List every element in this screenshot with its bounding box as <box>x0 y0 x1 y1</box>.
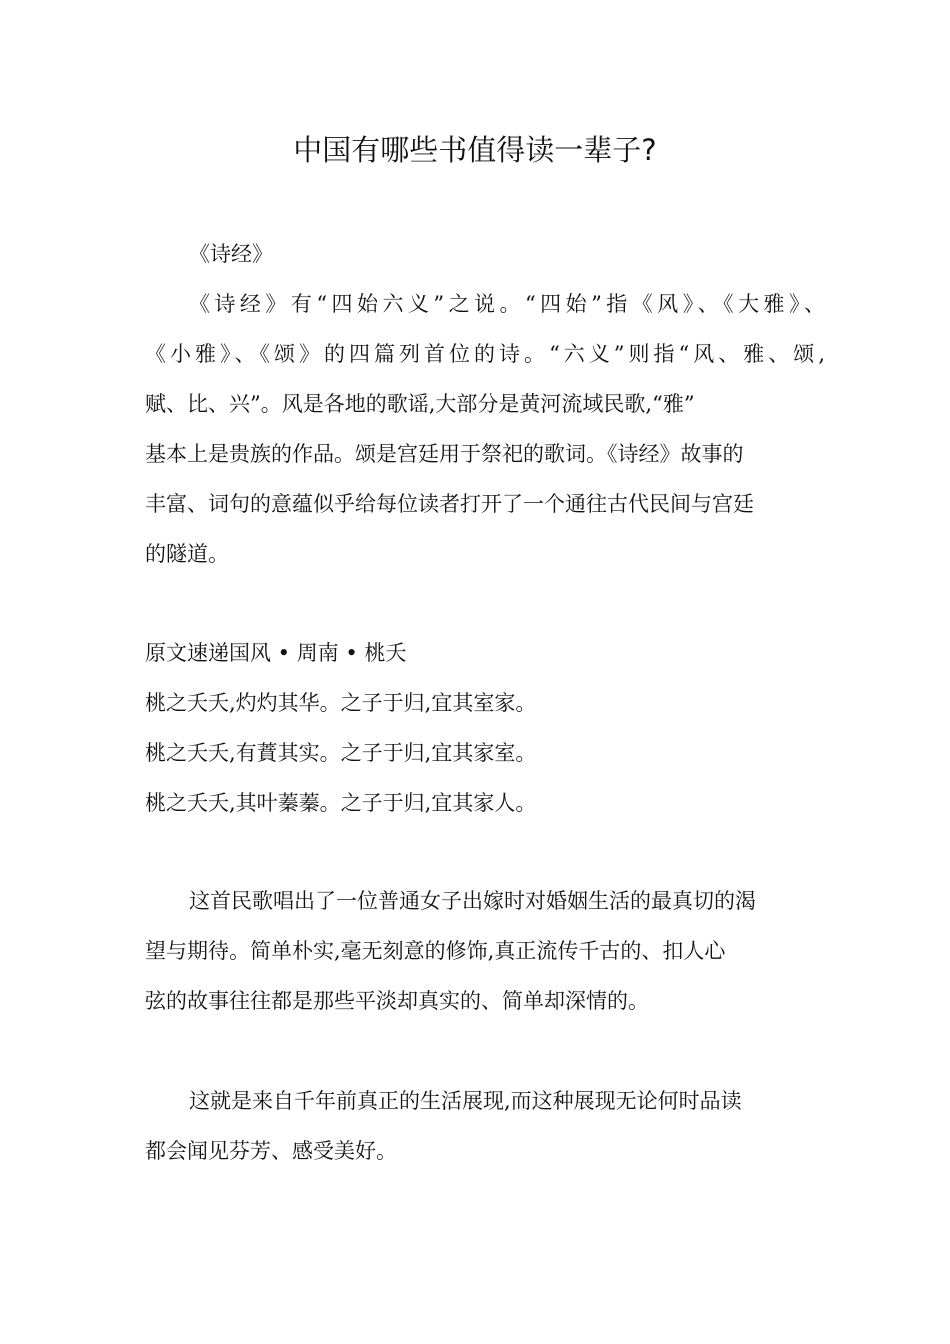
section-heading: 《诗经》 <box>189 242 273 266</box>
commentary-line: 弦的故事往往都是那些平淡却真实的、简单却深情的。 <box>145 989 649 1013</box>
commentary-line: 望与期待。简单朴实,毫无刻意的修饰,真正流传千古的、扣人心 <box>145 939 726 963</box>
intro-line: 《小雅》、《颂》的四篇列首位的诗。“六义”则指“风、雅、颂, <box>145 342 825 366</box>
closing-paragraph <box>145 1076 825 1176</box>
intro-line: 《诗经》有“四始六义”之说。“四始”指《风》、《大雅》、 <box>189 292 825 316</box>
closing-line: 这就是来自千年前真正的生活展现,而这种展现无论何时品读 <box>189 1089 742 1113</box>
intro-line: 基本上是贵族的作品。颂是宫廷用于祭祀的歌词。《诗经》故事的 <box>145 442 744 466</box>
commentary-line: 这首民歌唱出了一位普通女子出嫁时对婚姻生活的最真切的渴 <box>189 889 756 913</box>
commentary-paragraph <box>145 876 825 1026</box>
poem-line: 桃之夭夭,其叶蓁蓁。之子于归,宜其家人。 <box>145 791 537 815</box>
intro-line: 赋、比、兴”。风是各地的歌谣,大部分是黄河流域民歌,“雅” <box>145 392 695 416</box>
poem-line: 桃之夭夭,有蕡其实。之子于归,宜其家室。 <box>145 741 537 765</box>
intro-line: 的隧道。 <box>145 542 229 566</box>
intro-line: 丰富、词句的意蕴似乎给每位读者打开了一个通往古代民间与宫廷 <box>145 492 754 516</box>
poem-heading: 原文速递国风 • 周南 • 桃夭 <box>145 641 407 665</box>
poem-block <box>145 628 825 828</box>
poem-line: 桃之夭夭,灼灼其华。之子于归,宜其室家。 <box>145 691 537 715</box>
page-title: 中国有哪些书值得读一辈子? <box>293 133 657 167</box>
intro-paragraph <box>145 279 825 579</box>
closing-line: 都会闻见芬芳、感受美好。 <box>145 1139 397 1163</box>
section-heading-block <box>145 229 825 279</box>
